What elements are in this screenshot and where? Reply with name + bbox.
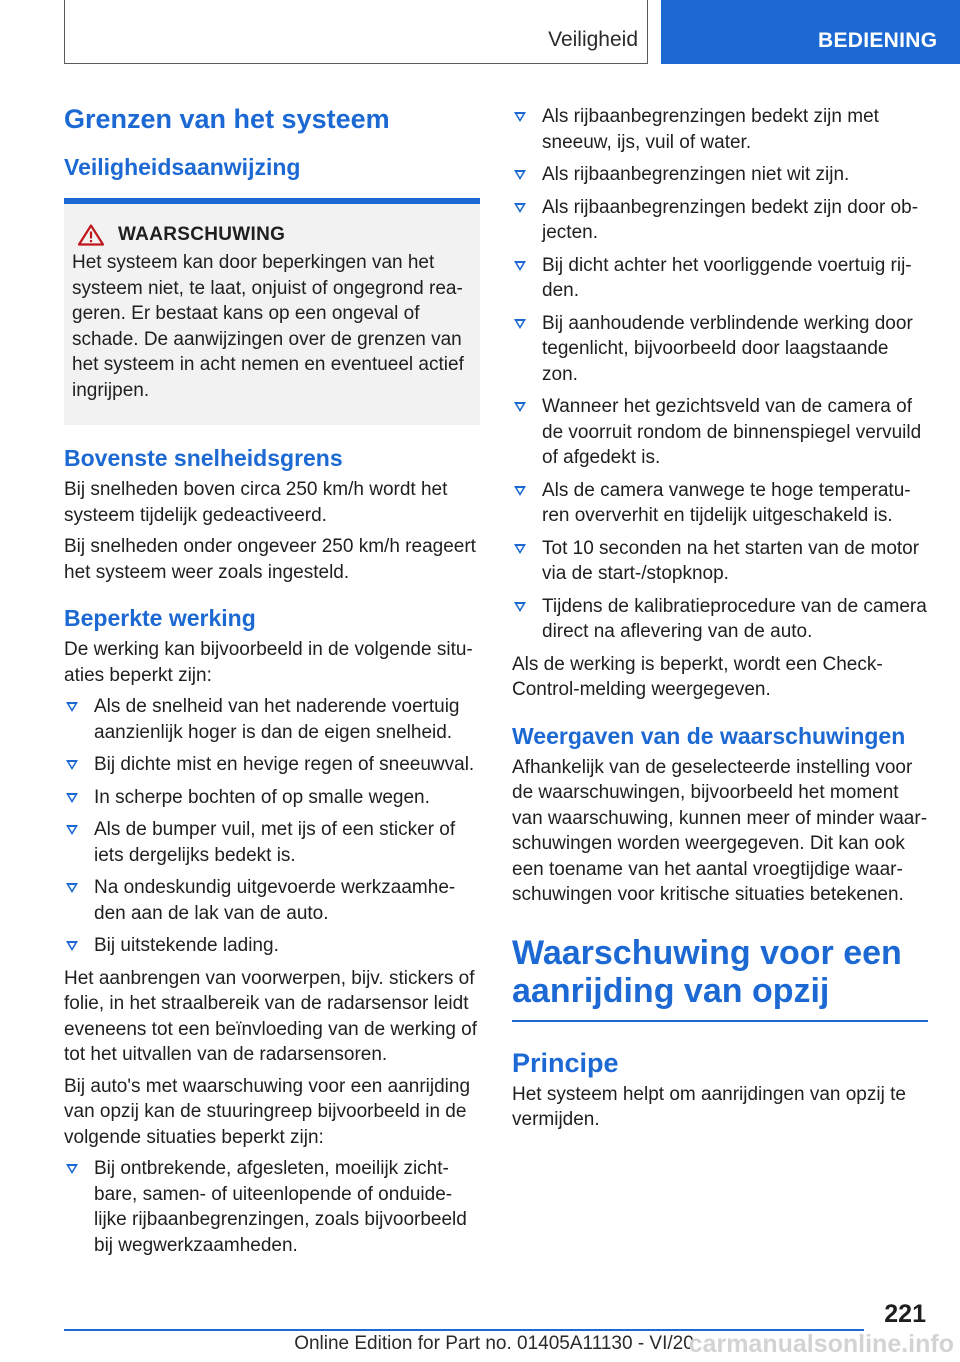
speed-paragraph-1: Bij snelheden boven circa 250 km/h wordt het systeem tijdelijk gedeactiveerd. xyxy=(64,479,448,526)
heading-safety-note: Veiligheidsaanwijzing xyxy=(64,154,301,180)
limited-intro: De werking kan bijvoorbeeld in de volgende situ-aties beperkt zijn: xyxy=(64,639,473,686)
display-paragraph: Afhankelijk van de geselecteerde instelling voor de waarschuwingen, bijvoorbeeld het moment van waarschuwing, kunnen meer of minder waar-schuwingen worden weergegeven. Dit kan ook een toename van het aantal vroegtijdige waar-schuwingen voor kritische situaties betekenen. xyxy=(512,756,928,905)
heading-warning-displays: Weergaven van de waarschuwingen xyxy=(512,722,906,749)
bullet-triangle-icon xyxy=(66,760,78,770)
check-control-paragraph: Als de werking is beperkt, wordt een Check-Control-melding weergegeven. xyxy=(512,653,883,700)
warning-title: WAARSCHUWING xyxy=(118,224,286,245)
heading-max-speed: Bovenste snelheidsgrens xyxy=(64,445,343,471)
header-section-title: Veiligheid xyxy=(548,28,638,51)
header-chapter-tab[interactable]: BEDIENING xyxy=(661,0,960,64)
list-item: Na ondeskundig uitgevoerde werkzaamhe-den aan de lak van de auto. xyxy=(64,875,480,926)
heading-side-collision-warning: Waarschuwing voor een aanrijding van opzij xyxy=(512,934,928,1022)
list-item: Als de camera vanwege te hoge temperatu-ren oververhit en tijdelijk uitgeschakeld is. xyxy=(512,478,928,529)
bullet-triangle-icon xyxy=(514,402,526,412)
warning-triangle-icon xyxy=(78,224,104,246)
list-item: Als de snelheid van het naderende voertuig aanzienlijk hoger is dan de eigen snelheid. xyxy=(64,694,480,745)
list-item: Bij uitstekende lading. xyxy=(64,933,480,959)
edition-text: Online Edition for Part no. 01405A11130 - VI/20 xyxy=(294,1333,694,1354)
bullet-triangle-icon xyxy=(514,170,526,180)
watermark: carmanualsonline.info xyxy=(688,1330,954,1358)
steer-paragraph: Bij auto's met waarschuwing voor een aanrijding van opzij kan de stuuringreep bijvoorbeeld in de volgende situaties beperkt zijn: xyxy=(64,1075,471,1148)
bullet-triangle-icon xyxy=(514,602,526,612)
list-item: Wanneer het gezichtsveld van de camera of de voorruit rondom de binnenspiegel vervuild of afgedekt is. xyxy=(512,394,928,471)
list-item: Bij ontbrekende, afgesleten, moeilijk zicht-bare, samen- of uiteenlopende of onduide-lijke rijbaanbegrenzingen, zoals bijvoorbeeld bij wegwerkzaamheden. xyxy=(64,1156,480,1258)
bullet-triangle-icon xyxy=(66,1164,78,1174)
list-item: Als rijbaanbegrenzingen bedekt zijn door ob-jecten. xyxy=(512,195,928,246)
list-item: Bij dicht achter het voorliggende voertuig rij-den. xyxy=(512,253,928,304)
bullet-triangle-icon xyxy=(66,825,78,835)
list-item: Tot 10 seconden na het starten van de motor via de start-/stopknop. xyxy=(512,536,928,587)
list-item: Tijdens de kalibratieprocedure van de camera direct na aflevering van de auto. xyxy=(512,594,928,645)
list-item: Als rijbaanbegrenzingen niet wit zijn. xyxy=(512,162,928,188)
warning-title-row xyxy=(72,224,472,246)
heading-limited-function: Beperkte werking xyxy=(64,605,256,631)
page-number: 221 xyxy=(884,1300,926,1328)
heading-system-limits: Grenzen van het systeem xyxy=(64,104,390,134)
bullet-triangle-icon xyxy=(66,702,78,712)
speed-paragraph-2: Bij snelheden onder ongeveer 250 km/h reageert het systeem weer zoals ingesteld. xyxy=(64,536,476,583)
list-item: Bij aanhoudende verblindende werking door tegenlicht, bijvoorbeeld door laagstaande zon. xyxy=(512,311,928,388)
bullet-triangle-icon xyxy=(66,941,78,951)
bullet-triangle-icon xyxy=(514,261,526,271)
bullet-triangle-icon xyxy=(514,486,526,496)
list-item: Als rijbaanbegrenzingen bedekt zijn met sneeuw, ijs, vuil of water. xyxy=(512,104,928,155)
bullet-triangle-icon xyxy=(514,544,526,554)
list-item: In scherpe bochten of op smalle wegen. xyxy=(64,785,480,811)
bullet-triangle-icon xyxy=(66,793,78,803)
list-item: Bij dichte mist en hevige regen of sneeuwval. xyxy=(64,752,480,778)
list-item: Als de bumper vuil, met ijs of een sticker of iets dergelijks bedekt is. xyxy=(64,817,480,868)
heading-principle: Principe xyxy=(512,1047,619,1078)
bullet-triangle-icon xyxy=(514,112,526,122)
warning-box xyxy=(64,198,480,425)
right-column xyxy=(512,96,928,1139)
bullet-triangle-icon xyxy=(66,883,78,893)
steer-list-continued xyxy=(512,104,928,645)
warning-text: Het systeem kan door beperkingen van het systeem niet, te laat, onjuist of ongegrond rea-geren. Er bestaat kans op een ongeval of schade. De aanwijzingen over de grenzen van het systeem in acht nemen en eventueel actief ingrijpen. xyxy=(72,252,464,401)
principle-paragraph: Het systeem helpt om aanrijdingen van opzij te vermijden. xyxy=(512,1083,906,1130)
limited-list xyxy=(64,694,480,959)
left-column xyxy=(64,96,480,1265)
bullet-triangle-icon xyxy=(514,203,526,213)
radar-paragraph: Het aanbrengen van voorwerpen, bijv. stickers of folie, in het straalbereik van de radarsensor leidt eveneens tot een beïnvloeding van de werking of tot het uitvallen van de radarsensoren. xyxy=(64,967,478,1065)
bullet-triangle-icon xyxy=(514,319,526,329)
steer-list xyxy=(64,1156,480,1258)
